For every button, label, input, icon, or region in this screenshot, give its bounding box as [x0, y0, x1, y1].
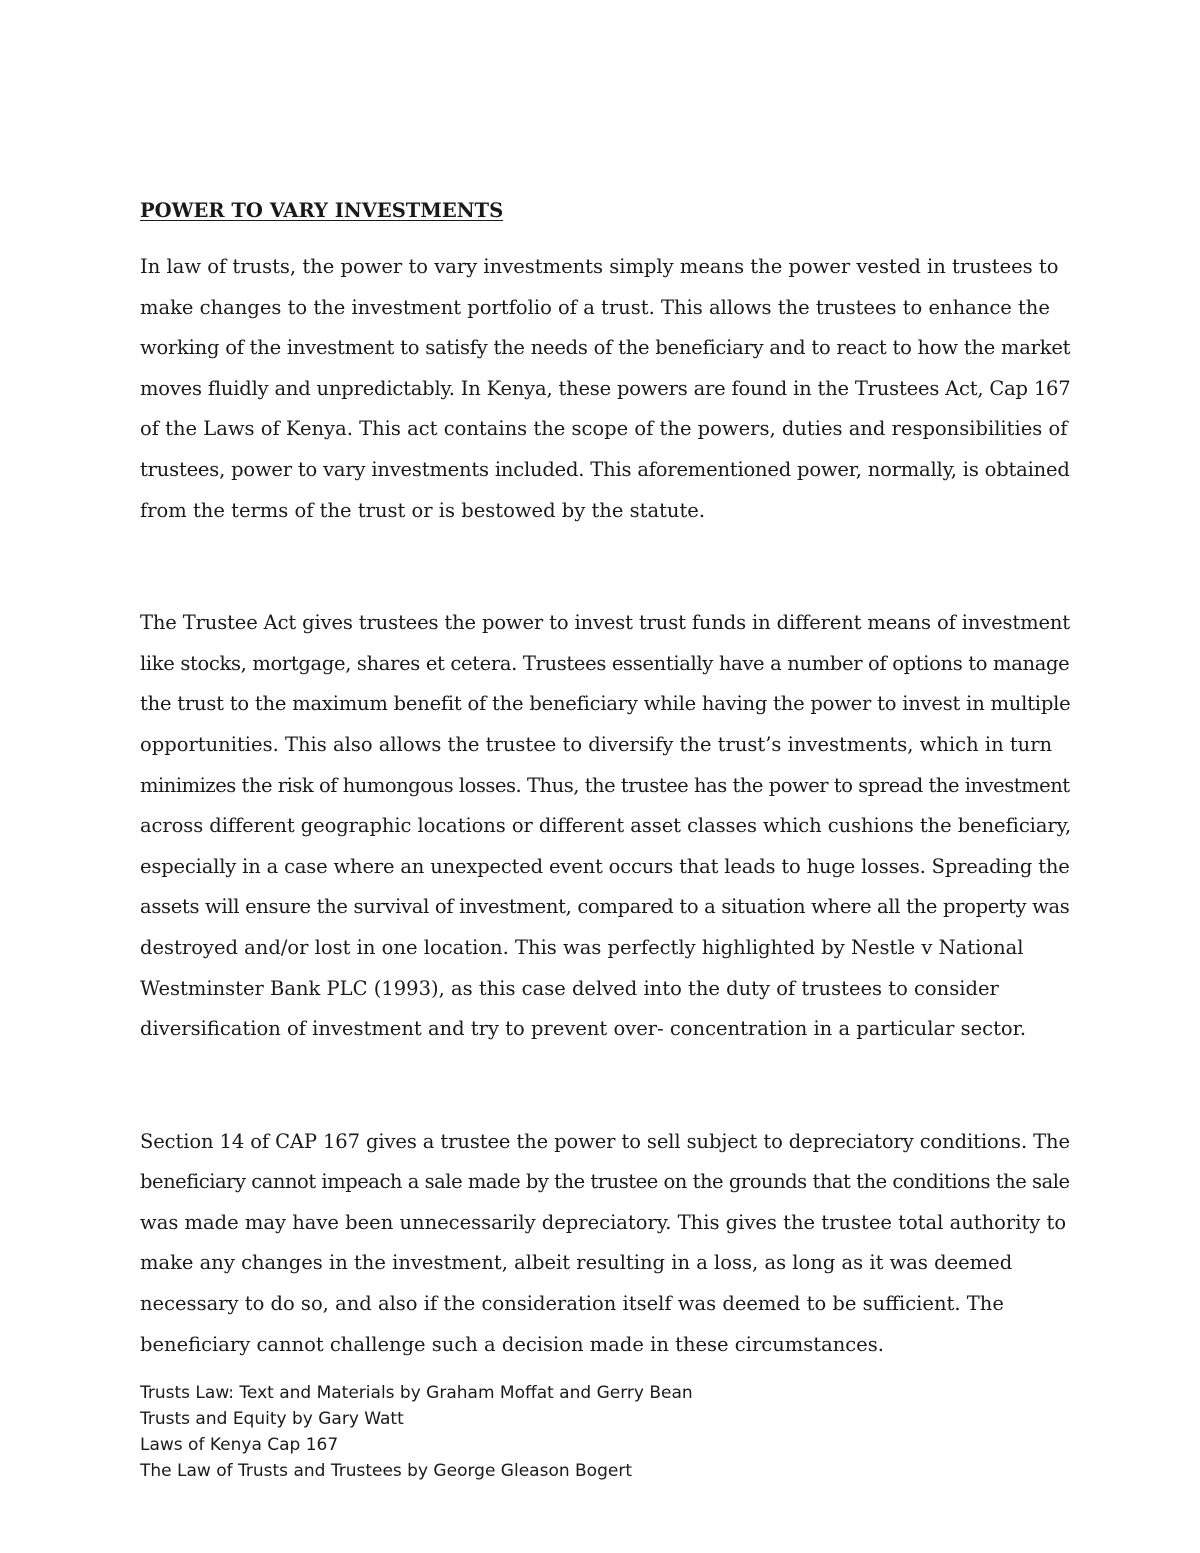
text-line: trustees, power to vary investments included. This aforementioned power, normally, is obtained: [140, 457, 1070, 481]
text-line: opportunities. This also allows the trustee to diversify the trust’s investments, which in turn: [140, 732, 1053, 756]
text-line: across different geographic locations or different asset classes which cushions the beneficiary,: [140, 814, 1072, 838]
text-line: moves fluidly and unpredictably. In Kenya, these powers are found in the Trustees Act, Cap 167: [140, 376, 1071, 400]
paragraph-2: [140, 603, 1070, 1050]
text-line: Section 14 of CAP 167 gives a trustee the power to sell subject to depreciatory conditions. The: [140, 1129, 1070, 1153]
text-line: In law of trusts, the power to vary investments simply means the power vested in trustees to: [140, 255, 1059, 278]
text-line: from the terms of the trust or is bestowed by the statute.: [140, 498, 706, 522]
references-list: [140, 1380, 693, 1484]
paragraph-1: [140, 247, 1070, 531]
text-line: Westminster Bank PLC (1993), as this case delved into the duty of trustees to consider: [140, 976, 999, 1000]
paragraph-spacer: [140, 531, 1070, 603]
reference-item: The Law of Trusts and Trustees by George Gleason Bogert: [140, 1461, 632, 1481]
reference-item: Trusts Law: Text and Materials by Graham Moffat and Gerry Bean: [140, 1383, 693, 1403]
text-line: make any changes in the investment, albeit resulting in a loss, as long as it was deemed: [140, 1251, 1013, 1275]
document-title: POWER TO VARY INVESTMENTS: [140, 199, 504, 222]
text-line: make changes to the investment portfolio of a trust. This allows the trustees to enhance the: [140, 295, 1050, 319]
paragraph-spacer: [140, 1050, 1070, 1122]
text-line: necessary to do so, and also if the consideration itself was deemed to be sufficient. The: [140, 1292, 1004, 1316]
text-line: diversification of investment and try to prevent over- concentration in a particular sector.: [140, 1017, 1027, 1041]
text-line: of the Laws of Kenya. This act contains the scope of the powers, duties and responsibilities of: [140, 417, 1068, 441]
text-line: minimizes the risk of humongous losses. Thus, the trustee has the power to spread the investment: [140, 773, 1070, 797]
reference-item: Trusts and Equity by Gary Watt: [140, 1409, 404, 1429]
document-body: [140, 196, 1070, 1365]
paragraph-3: [140, 1122, 1070, 1366]
text-line: assets will ensure the survival of investment, compared to a situation where all the property was: [140, 895, 1070, 919]
text-line: the trust to the maximum benefit of the beneficiary while having the power to invest in multiple: [140, 692, 1071, 716]
text-line: destroyed and/or lost in one location. This was perfectly highlighted by Nestle v National: [140, 935, 1024, 959]
text-line: especially in a case where an unexpected event occurs that leads to huge losses. Spreading the: [140, 854, 1070, 878]
text-line: like stocks, mortgage, shares et cetera. Trustees essentially have a number of options to manage: [140, 651, 1070, 675]
text-line: beneficiary cannot challenge such a decision made in these circumstances.: [140, 1332, 884, 1356]
text-line: working of the investment to satisfy the needs of the beneficiary and to react to how the market: [140, 336, 1071, 360]
text-line: beneficiary cannot impeach a sale made by the trustee on the grounds that the conditions the sale: [140, 1170, 1070, 1194]
reference-item: Laws of Kenya Cap 167: [140, 1435, 339, 1455]
text-line: was made may have been unnecessarily depreciatory. This gives the trustee total authority to: [140, 1210, 1067, 1234]
text-line: The Trustee Act gives trustees the power to invest trust funds in different means of investment: [140, 611, 1070, 635]
